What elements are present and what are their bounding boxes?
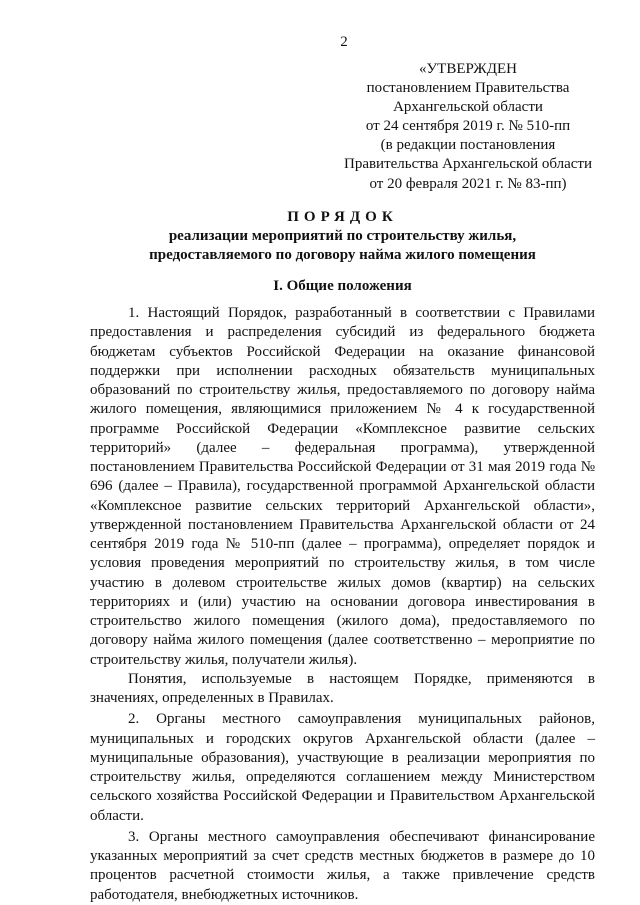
document-body (90, 304, 595, 905)
approval-line: Архангельской области (393, 99, 543, 116)
page-number: 2 (340, 34, 348, 50)
approval-line: от 20 февраля 2021 г. № 83-пп) (369, 175, 567, 192)
paragraph: 3. Органы местного самоуправления обеспечивают финансирование указанных мероприятий за счет средств местных бюджетов в размере до 10 процентов расчетной стоимости жилья, а также привлечение средств работодателя, внебюджетных источников. (90, 828, 595, 903)
paragraph: 1. Настоящий Порядок, разработанный в соответствии с Правилами предоставления и распределения субсидий из федерального бюджета бюджетам субъектов Российской Федерации на оказание финансовой поддержки при исполнении расходных обязательств муниципальных образований по строительству жилья, предоставляемого по договору найма жилого помещения, являющимися приложением № 4 к государственной программе Российской Федерации «Комплексное развитие сельских территорий» (далее – федеральная программа), утвержденной постановлением Правительства Российской Федерации от 31 мая 2019 года № 696 (далее – Правила), государственной программой Архангельской области «Комплексное развитие сельских территорий Архангельской области», утвержденной постановлением Правительства Архангельской области от 24 сентября 2019 года № 510-пп (далее – программа), определяет порядок и условия проведения мероприятий по строительству жилья, в том числе участию в долевом строительстве жилых домов (квартир) на сельских территориях и (или) участию на основании договора инвестирования в строительство жилого помещения (жилого дома), предоставляемого по договору найма жилого помещения (далее соответственно – мероприятие по строительству жилья, получатели жилья). (90, 305, 595, 668)
approval-block (330, 60, 606, 194)
paragraph: Понятия, используемые в настоящем Порядке, применяются в значениях, определенных в Правилах. (90, 670, 595, 706)
section-title: I. Общие положения (273, 278, 412, 294)
title-heading: ПОРЯДОК (287, 209, 398, 225)
title-line: предоставляемого по договору найма жилого помещения (149, 247, 536, 264)
approval-line: (в редакции постановления (380, 137, 556, 154)
approval-line: «УТВЕРЖДЕН (419, 61, 517, 77)
approval-line: Правительства Архангельской области (343, 156, 592, 173)
document-title (90, 208, 595, 266)
title-line: реализации мероприятий по строительству жилья, (168, 228, 517, 245)
approval-line: от 24 сентября 2019 г. № 510-пп (365, 118, 571, 135)
approval-line: постановлением Правительства (366, 80, 570, 97)
paragraph: 2. Органы местного самоуправления муниципальных районов, муниципальных и городских округов Архангельской области (далее – муниципальные образования), участвующие в реализации мероприятия по строительству жилья, определяются соглашением между Министерством сельского хозяйства Российской Федерации и Правительством Архангельской области. (90, 711, 595, 824)
